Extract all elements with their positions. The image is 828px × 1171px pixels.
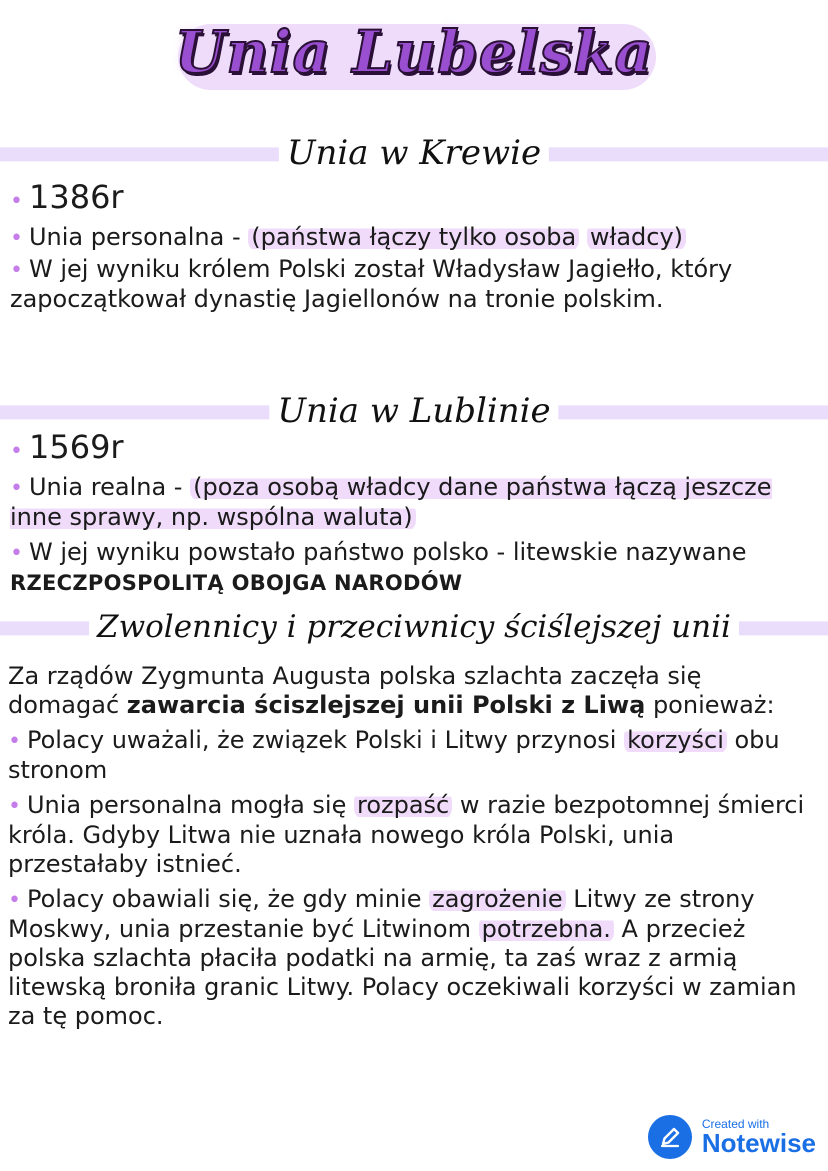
intro-paragraph (8, 662, 808, 720)
section-heading-label: Unia w Lublinie (269, 388, 558, 434)
item-text: Polacy uważali, że związek Polski i Litwy przynosi (26, 726, 625, 754)
item-text: Unia personalna - (28, 223, 249, 251)
section-heading-zwolennicy (0, 604, 828, 650)
list-item (8, 791, 808, 879)
section-heading-label: Unia w Krewie (279, 130, 549, 176)
badge-caption: Created with (701, 1117, 770, 1131)
page-title: Unia Lubelska (174, 18, 654, 86)
list-item (10, 473, 810, 532)
title-area (0, 6, 828, 98)
bullet-icon: • (8, 729, 21, 754)
item-text: Unia realna - (28, 473, 191, 501)
bullet-icon: • (10, 476, 23, 501)
bullet-icon: • (10, 226, 23, 251)
section-body-lublin (10, 428, 810, 598)
list-item (8, 885, 808, 1031)
section-heading-label: Zwolennicy i przeciwnicy ściślejszej unii (89, 604, 739, 650)
bold-text: RZECZPOSPOLITĄ OBOJGA NARODÓW (10, 571, 463, 595)
section-heading-krewo (0, 130, 828, 176)
highlighted-text: rozpaść (354, 791, 452, 819)
section-body-krewo (10, 178, 810, 314)
bullet-icon: • (8, 888, 21, 913)
bullet-icon: • (8, 794, 21, 819)
intro-text-end: ponieważ: (645, 691, 775, 719)
highlighted-text: zagrożenie (429, 885, 566, 913)
list-item-year (10, 428, 810, 471)
list-item (10, 255, 810, 314)
highlighted-text: potrzebna. (479, 915, 614, 943)
item-text-end: w razie bezpotomnej śmierci króla. Gdyby Litwa nie uznała nowego króla Polski, unia przestałaby istnieć. (8, 791, 805, 878)
year-text: 1569r (28, 428, 124, 466)
list-item (10, 538, 810, 598)
item-text: W jej wyniku królem Polski został Władysław Jagiełło, który zapoczątkował dynastię Jagiellonów na tronie polskim. (10, 255, 733, 313)
notewise-badge[interactable] (648, 1115, 816, 1159)
section-body-zwolennicy (8, 662, 808, 1037)
bullet-icon: • (10, 439, 23, 464)
list-item (8, 726, 808, 785)
highlighted-text: korzyści (624, 726, 727, 754)
item-text-mid: Litwy ze strony Moskwy, unia przestanie być Litwinom (8, 885, 755, 943)
bullet-icon: • (10, 189, 23, 214)
item-text-end: A przecież polska szlachta płaciła podatki na armię, ta zaś wraz z armią litewską broniła granic Litwy. Polacy oczekiwali korzyści w zamian za tę pomoc. (8, 915, 797, 1030)
highlighted-text: władcy) (587, 223, 686, 251)
item-text: Unia personalna mogła się (26, 791, 354, 819)
pencil-icon (648, 1115, 692, 1159)
item-text: Polacy obawiali się, że gdy minie (26, 885, 430, 913)
item-text: W jej wyniku powstało państwo polsko - litewskie nazywane (28, 538, 747, 566)
item-text-end: obu stronom (8, 726, 780, 784)
bold-text: zawarcia ściszlejszej unii Polski z Liwą (126, 691, 646, 719)
bullet-icon: • (10, 541, 23, 566)
highlighted-text: (poza osobą władcy dane państwa łączą jeszcze inne sprawy, np. wspólna waluta) (10, 473, 772, 531)
year-text: 1386r (28, 178, 124, 216)
highlighted-text: (państwa łączy tylko osoba (248, 223, 579, 251)
list-item (10, 223, 810, 253)
badge-text (702, 1118, 816, 1156)
list-item-year (10, 178, 810, 221)
badge-brand: Notewise (701, 1128, 816, 1158)
bullet-icon: • (10, 258, 23, 283)
intro-text: Za rządów Zygmunta Augusta polska szlachta zaczęła się domagać (8, 662, 702, 719)
